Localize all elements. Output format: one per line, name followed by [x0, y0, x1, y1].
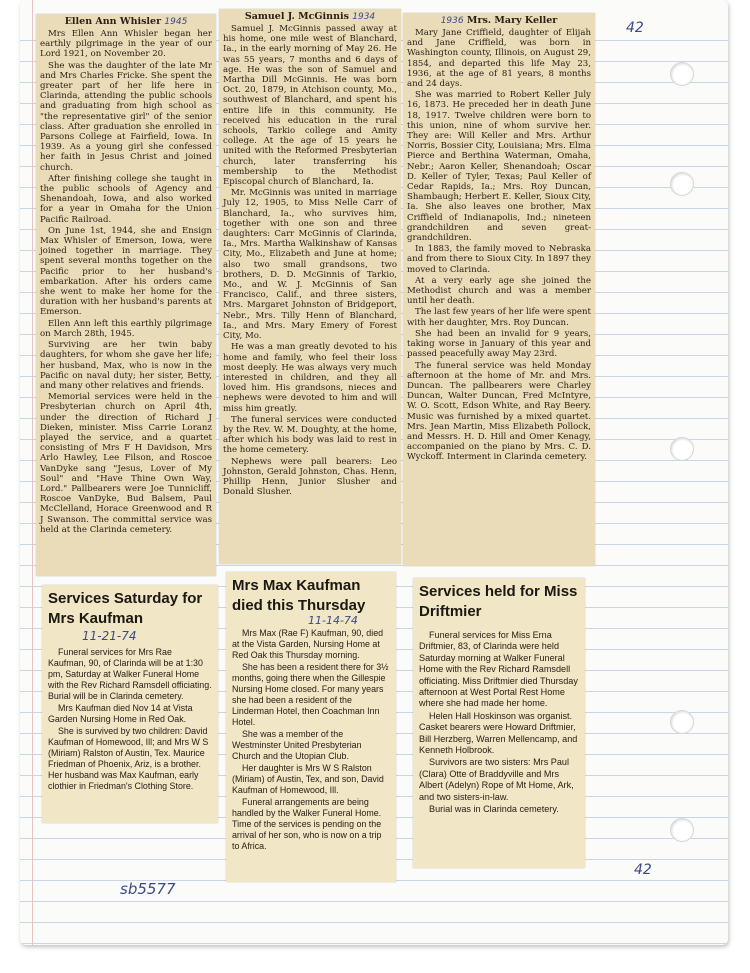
clipping-date: 1936	[440, 16, 464, 26]
clipping-heading: Samuel J. McGinnis	[244, 11, 349, 22]
obituary-clipping-keller	[403, 13, 595, 566]
clipping-date: 11-14-74	[308, 614, 358, 627]
clipping-body	[36, 29, 216, 535]
clipping-body	[219, 24, 401, 497]
clipping-paragraph: Her daughter is Mrs W S Ralston (Miriam) of Austin, Tex, and son, David Kaufman of Homewood, Ill.	[232, 763, 384, 795]
clipping-paragraph: Mrs Max (Rae F) Kaufman, 90, died at the Vista Garden, Nursing Home at Red Oak this Thursday morning.	[232, 628, 384, 660]
clipping-paragraph: Samuel J. McGinnis passed away at his home, one mile west of Blanchard, Ia., in the early morning of May 26. He was 55 years, 7 months and 6 days of age. He was the son of Samuel and Martha Dill McGinnis. He was born Oct. 20, 1879, in Atchison county, Mo., southwest of Blanchard, and spent his entire life in this community. He received his education in the rural schools, Tarkio college and Amity college. At the age of 15 years he united with the Reformed Presbyterian church, later transferring his membership to the Methodist Episcopal church of Blanchard, Ia.	[223, 24, 397, 188]
clipping-paragraph: She was a member of the Westminster United Presbyterian Church and the Utopian Club.	[232, 729, 362, 761]
obituary-clipping-kaufman-services	[42, 585, 218, 823]
clipping-heading: Mrs. Mary Keller	[466, 15, 558, 26]
clipping-heading: Ellen Ann Whisler	[64, 16, 162, 27]
clipping-paragraph: After finishing college she taught in the public schools of Agency and Shenandoah, Iowa, and also worked for a year in Omaha for the Union Pacific Railroad.	[40, 173, 212, 225]
clipping-paragraph: The funeral services were conducted by the Rev. W. M. Doughty, at the home, after which his body was laid to rest in the home cemetery.	[223, 414, 397, 456]
scrapbook-page	[20, 0, 728, 945]
clipping-paragraph: The last few years of her life were spent with her daughter, Mrs. Roy Duncan.	[407, 307, 591, 328]
clipping-date: 1945	[164, 17, 188, 27]
clipping-heading: Mrs Max Kaufman died this Thursday	[232, 577, 366, 614]
page-number-top: 42	[626, 20, 644, 36]
clipping-paragraph: Nephews were pall bearers: Leo Johnston, Gerald Johnston, Chas. Henn, Phillip Henn, Junior Slusher and Donald Slusher.	[223, 456, 397, 498]
clipping-paragraph: Mr. McGinnis was united in marriage July 12, 1905, to Miss Nelle Carr of Blanchard, Ia., who survives him, together with one son and three daughters: Carr McGinnis of Clarinda, Ia., Mrs. Martha Walkinshaw of Kansas City, Mo., Elizabeth and June at home; also two small grandsons, two brothers, D. D. McGinnis of Tarkio, Mo., and W. J. McGinnis of San Francisco, Calif., and three sisters, Mrs. Margaret Johnston of Bridgeport, Nebr., Mrs. Tilly Henn of Blanchard, Ia., and Mrs. Mary Emery of Forest City, Mo.	[223, 188, 397, 342]
clipping-date: 1934	[352, 12, 376, 22]
clipping-paragraph: Burial was in Clarinda cemetery.	[429, 804, 559, 815]
clipping-paragraph: Ellen Ann left this earthly pilgrimage on March 28th, 1945.	[40, 318, 212, 339]
clipping-body	[403, 28, 595, 463]
clipping-paragraph: Funeral arrangements are being handled by the Walker Funeral Home. Time of the services is pending on the arrival of her son, who is now on a trip to Africa.	[232, 797, 382, 851]
binder-hole	[670, 710, 694, 734]
margin-line	[32, 0, 33, 945]
clipping-paragraph: On June 1st, 1944, she and Ensign Max Whisler of Emerson, Iowa, were joined together in marriage. They spent several months together on the Pacific prior to her husband's embarkation. After his orders came she went to make her home for the duration with her husband's parents at Emerson.	[40, 225, 212, 318]
ruled-line	[20, 901, 728, 902]
ruled-line	[20, 922, 728, 923]
binder-hole	[670, 172, 694, 196]
page-number-bottom: 42	[634, 862, 652, 878]
clipping-paragraph: Mrs Ellen Ann Whisler began her earthly pilgrimage in the year of our Lord 1921, on November 20.	[40, 29, 212, 60]
clipping-body	[413, 622, 585, 821]
binder-hole	[670, 818, 694, 842]
catalog-number: sb5577	[120, 880, 176, 898]
clipping-heading: Services held for Miss Driftmier	[419, 583, 578, 620]
clipping-paragraph: She has been a resident there for 3½ months, going there when the Gillespie Nursing Home closed. For many years she had been a resident of the Linderman Hotel, then Coachman Inn Hotel.	[232, 662, 389, 727]
obituary-clipping-kaufman-died	[226, 572, 396, 882]
clipping-body	[42, 643, 218, 797]
clipping-paragraph: The funeral service was held Monday afternoon at the home of Mr. and Mrs. Duncan. The pallbearers were Charley Duncan, Walter Duncan, Fred McIntyre, W. O. Scott, Edson White, and Ray Beery. Music was furnished by a mixed quartet. Mrs. Jean Martin, Miss Elizabeth Pollock, and Messrs. H. D. Hill and Omer Kenagy, accompanied on the piano by Mrs. C. D. Wyckoff. Interment in Clarinda cemetery.	[407, 360, 591, 463]
clipping-paragraph: At a very early age she joined the Methodist church and was a member until her death.	[407, 275, 591, 307]
clipping-paragraph: He was a man greatly devoted to his home and family, who feel their loss most deeply. He was always very much interested in children, and they all loved him. His grandsons, nieces and nephews were devoted to him and will miss him greatly.	[223, 342, 397, 414]
clipping-paragraph: In 1883, the family moved to Nebraska and from there to Sioux City. In 1897 they moved to Clarinda.	[407, 244, 591, 275]
binder-hole	[670, 62, 694, 86]
binder-hole	[670, 437, 694, 461]
obituary-clipping-whisler	[36, 14, 216, 576]
clipping-paragraph: Funeral services for Mrs Rae Kaufman, 90, of Clarinda will be at 1:30 pm, Saturday at Walker Funeral Home with the Rev Richard Ramsdell officiating. Burial will be in Clarinda cemetery.	[48, 647, 212, 701]
clipping-heading: Services Saturday for Mrs Kaufman	[48, 590, 203, 627]
obituary-clipping-driftmier	[413, 578, 585, 868]
clipping-paragraph: Mrs Kaufman died Nov 14 at Vista Garden Nursing Home in Red Oak.	[48, 703, 193, 724]
clipping-paragraph: She was the daughter of the late Mr and Mrs Charles Fricke. She spent the greater part of her life here in Clarinda, attending the public schools and graduating from high school as "the representative girl" of the senior class. After graduation she enrolled in Parsons College at Fairfield, Iowa. In 1939. As a young girl she confessed her faith in Jesus Christ and joined church.	[40, 60, 212, 173]
ruled-line	[20, 943, 728, 944]
clipping-body	[226, 627, 396, 857]
clipping-paragraph: She was married to Robert Keller July 16, 1873. He preceded her in death June 18, 1917. Twelve children were born to this union, nine of whom survive her. They are: Will Keller and Mrs. Arthur Norris, Bossier City, Louisiana; Mrs. Elma Pierce and Berthina Waterman, Omaha, Nebr.; Aaron Keller, Shenandoah; Oscar D. Keller of Tyler, Texas; Paul Keller of Cedar Rapids, Ia.; Mrs. Roy Duncan, Shambaugh; Herbert E. Keller, Sioux City, Ia. She also leaves one brother, Max Criffield of Indianapolis, Ind.; nineteen grandchildren and seven great-grandchildren.	[407, 90, 591, 244]
clipping-paragraph: Memorial services were held in the Presbyterian church on April 4th, under the direction of Richard J Dieken, minister. Miss Carrie Loranz played the service, and a quartet consisting of Mrs F H Davidson, Mrs Arlo Hawley, Lee Filson, and Roscoe VanDyke sang "Jesus, Lover of My Soul" and "Have Thine Own Way, Lord." Pallbearers were Joe Tunnicliff, Roscoe VanDyke, Bud Balsem, Paul McClelland, Horace Greenwood and R J Swanson. The committal service was held at the Clarinda cemetery.	[40, 392, 212, 535]
clipping-date: 11-21-74	[82, 629, 137, 643]
clipping-paragraph: Survivors are two sisters: Mrs Paul (Clara) Otte of Braddyville and Mrs Albert (Adelyn) Rope of Mt Home, Ark, and two sisters-in-law.	[419, 757, 574, 802]
clipping-paragraph: Funeral services for Miss Erna Driftmier, 83, of Clarinda were held Saturday morning at Walker Funeral Home with the Rev Richard Ramsdell officiating. Miss Driftmier died Thursday afternoon at West Portal Rest Home where she had made her home.	[419, 630, 578, 709]
clipping-paragraph: Helen Hall Hoskinson was organist. Casket bearers were Howard Driftmier, Bill Herzberg, Warren Mellencamp, and Kenneth Holbrook.	[419, 710, 578, 756]
clipping-paragraph: Surviving are her twin baby daughters, for whom she gave her life; her husband, Max, who is now in the Pacific on naval duty; her sister, Betty, and many other relatives and friends.	[40, 340, 212, 391]
clipping-paragraph: Mary Jane Criffield, daughter of Elijah and Jane Criffield, was born in Washington county, Illinois, on August 29, 1854, and departed this life May 23, 1936, at the age of 81 years, 8 months and 24 days.	[407, 28, 591, 90]
clipping-paragraph: She had been an invalid for 9 years, taking worse in January of this year and passed peacefully away May 23rd.	[407, 328, 591, 360]
obituary-clipping-mcginnis	[219, 9, 401, 564]
clipping-paragraph: She is survived by two children: David Kaufman of Homewood, Ill; and Mrs W S (Miriam) Ralston of Austin, Tex. Maurice Friedman of Phoenix, Ariz, is a brother. Her husband was Max Kaufman, early clothier in Friedman's Clothing Store.	[48, 726, 209, 791]
